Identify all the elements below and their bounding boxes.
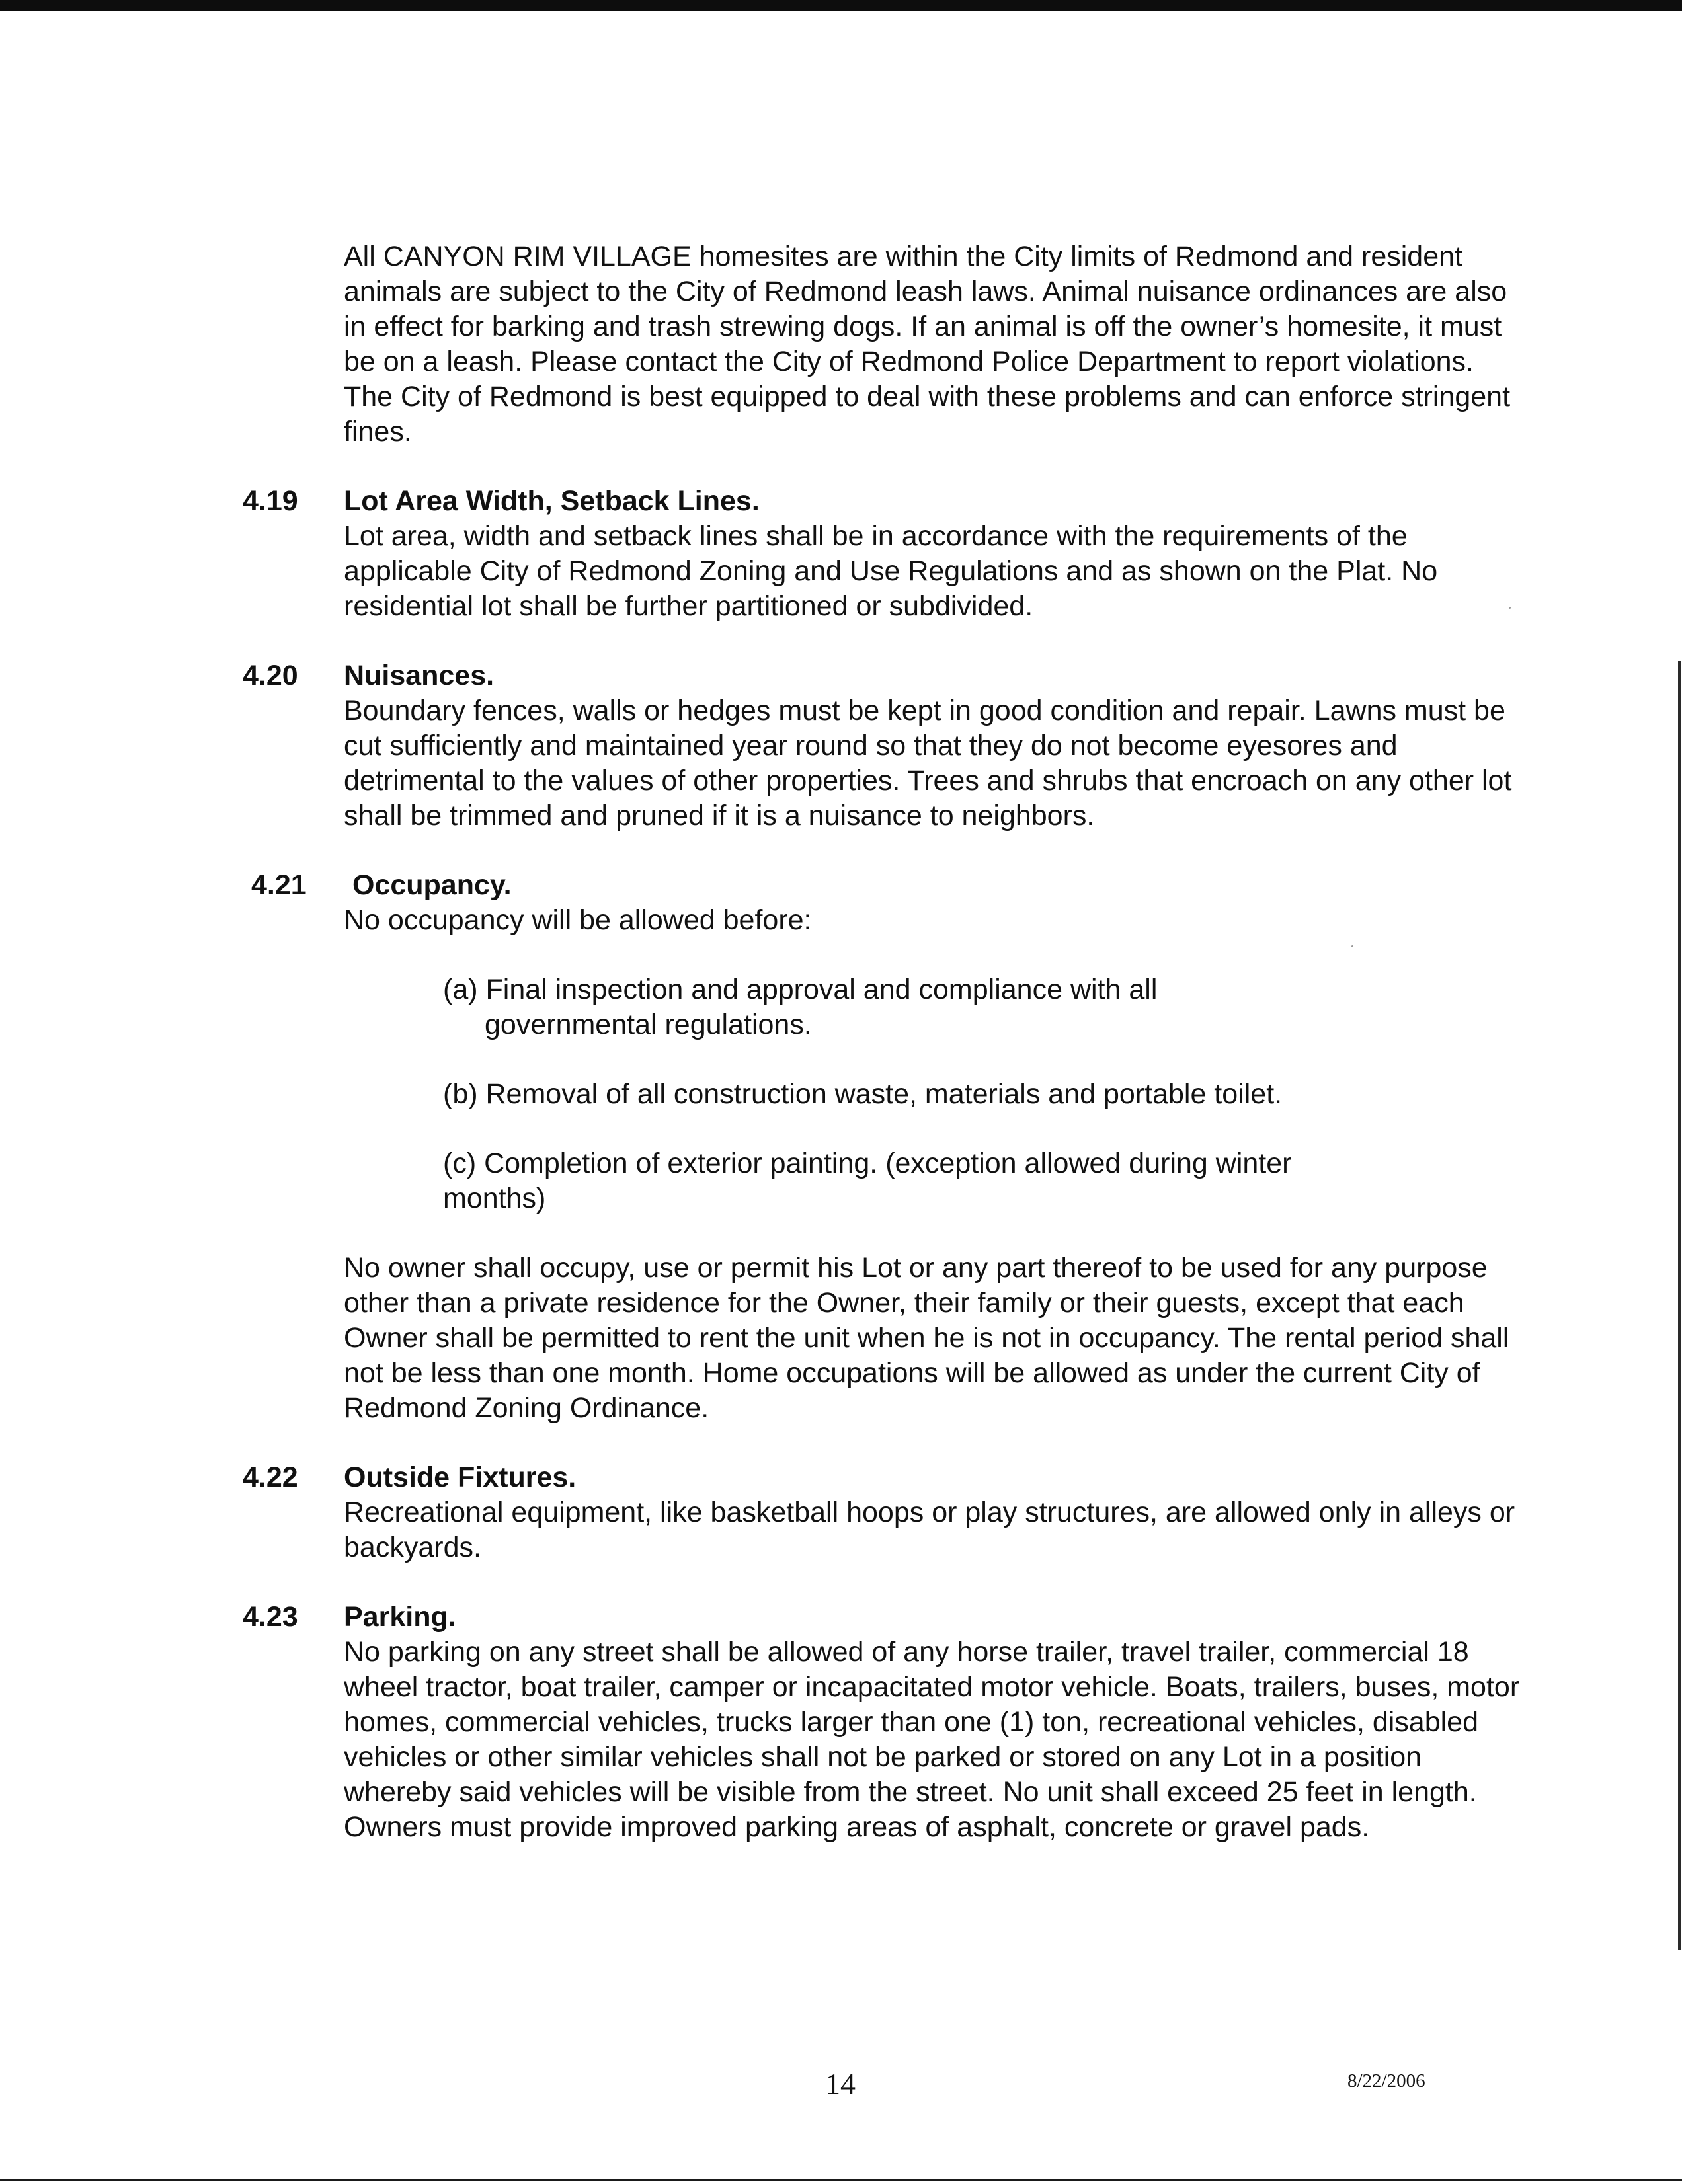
scan-bottom-border [0, 2179, 1682, 2181]
page-number: 14 [825, 2067, 856, 2101]
list-item-continuation: governmental regulations. [485, 1009, 812, 1040]
intro-paragraph: All CANYON RIM VILLAGE homesites are within the City limits of Redmond and resident animals are subject to the City of Redmond leash laws. Animal nuisance ordinances are also in effect for barking and trash strewing dogs. If an animal is off the owner’s homesite, it must be on a leash. Please contact the City of Redmond Police Department to report violations. The City of Redmond is best equipped to deal with these problems and can enforce stringent fines. [344, 241, 1511, 448]
occupancy-conditions-list [231, 972, 1527, 1216]
section-4-20 [231, 658, 1527, 834]
list-item [443, 1146, 1382, 1216]
list-item-first-line: (b) Removal of all construction waste, materials and portable toilet. [443, 1078, 1283, 1110]
section-body: Lot area, width and setback lines shall be in accordance with the requirements of the applicable City of Redmond Zoning and Use Regulations and as shown on the Plat. No residential lot shall be further partitioned or subdivided. [344, 520, 1438, 622]
section-body-continued: No owner shall occupy, use or permit his Lot or any part thereof to be used for any purpose other than a private residence for the Owner, their family or their guests, except that each Owner shall be permitted to rent the unit when he is not in occupancy. The rental period shall not be less than one month. Home occupations will be allowed as under the current City of Redmond Zoning Ordinance. [344, 1252, 1509, 1424]
scan-top-border [0, 0, 1682, 11]
section-number: 4.19 [243, 485, 298, 517]
footer-date: 8/22/2006 [1347, 2070, 1425, 2091]
section-body: Recreational equipment, like basketball hoops or play structures, are allowed only in alleys or backyards. [344, 1497, 1515, 1563]
section-4-19 [231, 484, 1527, 624]
section-number: 4.23 [243, 1601, 298, 1633]
section-body: No occupancy will be allowed before: [344, 904, 812, 936]
section-4-22 [231, 1460, 1527, 1565]
section-title: Occupancy. [352, 869, 512, 901]
section-number: 4.22 [243, 1462, 298, 1493]
list-item [443, 1077, 1382, 1112]
section-title: Nuisances. [344, 660, 495, 691]
section-body: Boundary fences, walls or hedges must be kept in good condition and repair. Lawns must be cut sufficiently and maintained year round so that they do not become eyesores and detrimental to the values of other properties. Trees and shrubs that encroach on any other lot shall be trimmed and pruned if it is a nuisance to neighbors. [344, 695, 1512, 832]
document-body [231, 239, 1527, 1845]
list-item [443, 972, 1382, 1042]
list-item-first-line: (c) Completion of exterior painting. (exception allowed during winter months) [443, 1148, 1292, 1214]
section-4-21 [231, 868, 1527, 1426]
list-item-first-line: (a) Final inspection and approval and compliance with all [443, 974, 1158, 1005]
section-number: 4.21 [251, 869, 307, 901]
section-title: Outside Fixtures. [344, 1462, 577, 1493]
section-number: 4.20 [243, 660, 298, 691]
section-title: Parking. [344, 1601, 456, 1633]
section-body: No parking on any street shall be allowed of any horse trailer, travel trailer, commercial 18 wheel tractor, boat trailer, camper or incapacitated motor vehicle. Boats, trailers, buses, motor homes, commercial vehicles, trucks larger than one (1) ton, recreational vehicles, disabled vehicles or other similar vehicles shall not be parked or stored on any Lot in a position whereby said vehicles will be visible from the street. No unit shall exceed 25 feet in length. Owners must provide improved parking areas of asphalt, concrete or gravel pads. [344, 1636, 1520, 1843]
scan-right-edge [1678, 661, 1681, 1950]
section-4-23 [231, 1600, 1527, 1845]
section-title: Lot Area Width, Setback Lines. [344, 485, 760, 517]
